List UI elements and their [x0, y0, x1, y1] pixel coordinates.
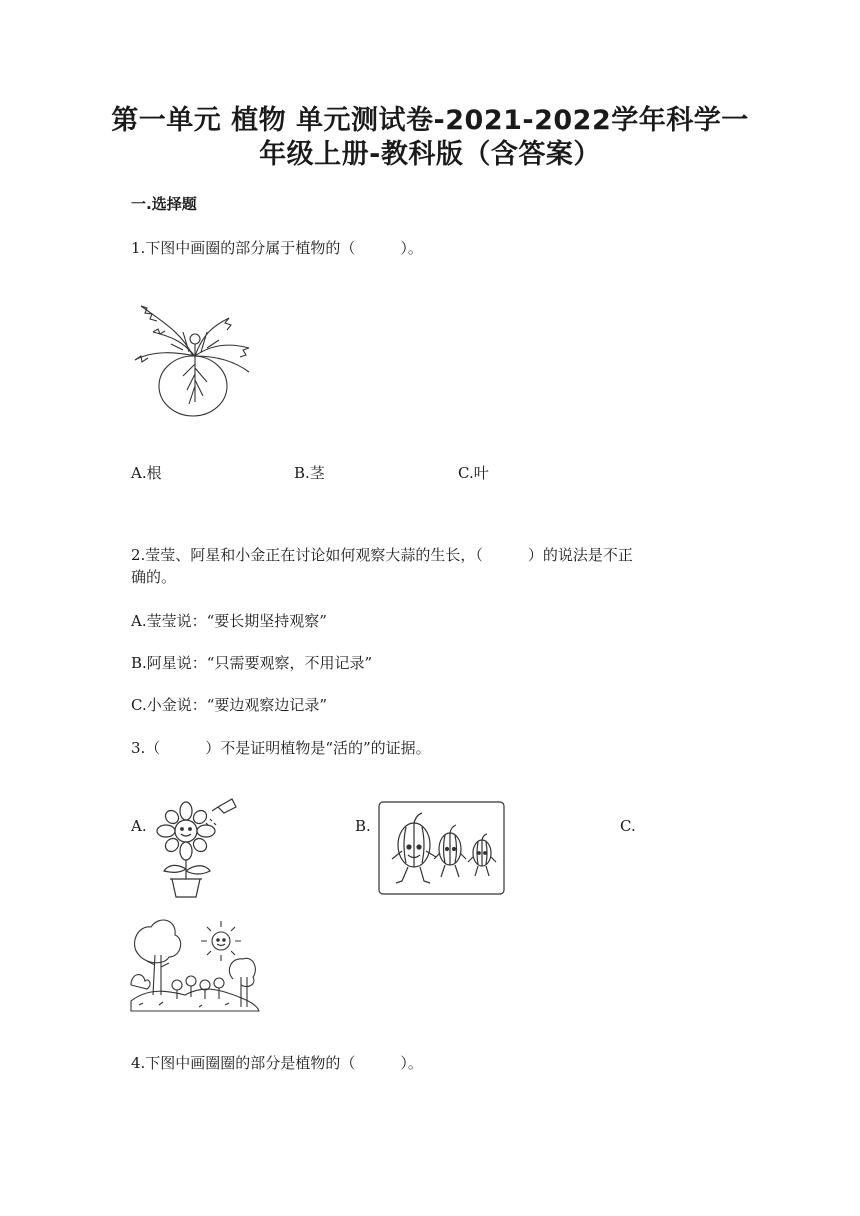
flower-pot-image — [148, 793, 240, 901]
question-1-option-b: B.茎 — [294, 464, 325, 482]
question-3-image-c — [129, 915, 261, 1015]
question-2-option-c: C.小金说：“要边观察边记录” — [131, 696, 328, 714]
question-3-stem: 3.（ ）不是证明植物是“活的”的证据。 — [131, 739, 431, 757]
question-3-image-b — [378, 801, 505, 895]
question-1-option-c: C.叶 — [458, 464, 489, 482]
section-heading: 一.选择题 — [131, 195, 197, 213]
trees-sun-image — [129, 915, 261, 1015]
question-3-option-b: B. — [355, 817, 371, 835]
title-line-1: 第一单元 植物 单元测试卷-2021-2022学年科学一 — [111, 105, 749, 136]
page-title — [0, 104, 860, 172]
question-2-stem-line-1: 2.莹莹、阿星和小金正在讨论如何观察大蒜的生长，（ ）的说法是不正 — [131, 546, 633, 564]
question-3-option-c: C. — [620, 817, 636, 835]
question-3-image-a — [148, 793, 240, 901]
dandelion-root-image — [133, 292, 255, 418]
question-1-stem: 1.下图中画圈的部分属于植物的（ ）。 — [131, 239, 423, 257]
walking-watermelons-image — [378, 801, 505, 895]
question-3-option-a: A. — [131, 817, 147, 835]
question-2-option-b: B.阿星说：“只需要观察，不用记录” — [131, 654, 373, 672]
question-1-option-a: A.根 — [131, 464, 162, 482]
question-4-stem: 4.下图中画圈圈的部分是植物的（ ）。 — [131, 1054, 423, 1072]
question-2-stem-line-2: 确的。 — [131, 568, 177, 586]
question-1-image — [133, 292, 255, 418]
question-2-option-a: A.莹莹说：“要长期坚持观察” — [131, 612, 327, 630]
title-line-2: 年级上册-教科版（含答案） — [259, 139, 601, 170]
